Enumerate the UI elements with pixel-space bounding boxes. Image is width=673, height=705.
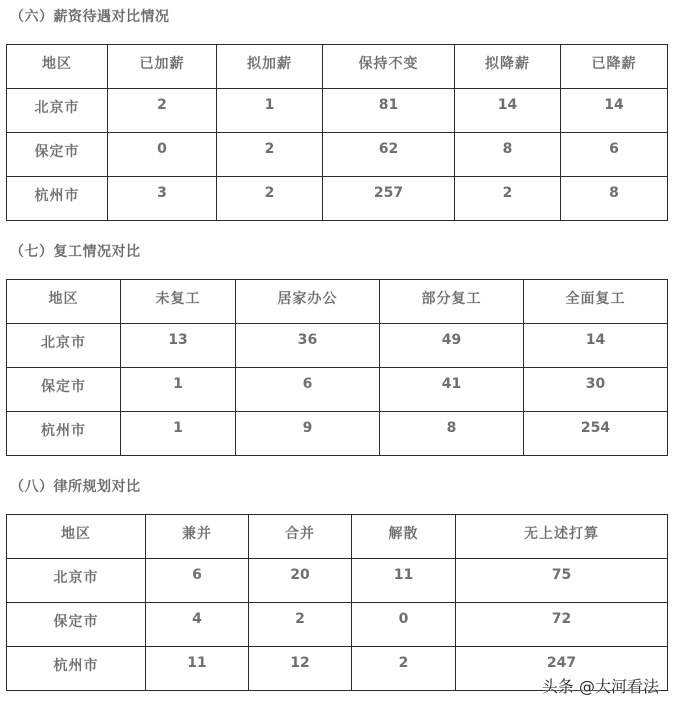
header-cell: 无上述打算 [456, 515, 668, 559]
value-cell: 2 [217, 133, 323, 177]
header-cell: 地区 [7, 280, 121, 324]
header-cell: 保持不变 [323, 45, 455, 89]
value-cell: 2 [352, 647, 456, 691]
value-cell: 0 [352, 603, 456, 647]
value-cell: 0 [108, 133, 217, 177]
value-cell: 254 [524, 412, 668, 456]
value-cell: 9 [236, 412, 380, 456]
value-cell: 14 [524, 324, 668, 368]
salary-comparison-table [6, 44, 668, 221]
header-cell: 部分复工 [380, 280, 524, 324]
value-cell: 2 [217, 177, 323, 221]
region-cell: 保定市 [7, 133, 108, 177]
value-cell: 20 [249, 559, 352, 603]
value-cell: 72 [456, 603, 668, 647]
table-row [7, 89, 668, 133]
header-cell: 拟加薪 [217, 45, 323, 89]
region-cell: 北京市 [7, 324, 121, 368]
header-cell: 已加薪 [108, 45, 217, 89]
value-cell: 36 [236, 324, 380, 368]
value-cell: 30 [524, 368, 668, 412]
table-row [7, 412, 668, 456]
value-cell: 1 [121, 368, 236, 412]
region-cell: 保定市 [7, 368, 121, 412]
value-cell: 62 [323, 133, 455, 177]
value-cell: 257 [323, 177, 455, 221]
value-cell: 2 [108, 89, 217, 133]
value-cell: 81 [323, 89, 455, 133]
region-cell: 北京市 [7, 559, 146, 603]
value-cell: 2 [249, 603, 352, 647]
header-cell: 全面复工 [524, 280, 668, 324]
section-7-heading: （七）复工情况对比 [10, 244, 141, 260]
value-cell: 14 [561, 89, 668, 133]
value-cell: 75 [456, 559, 668, 603]
header-cell: 合并 [249, 515, 352, 559]
table-header-row [7, 280, 668, 324]
value-cell: 6 [146, 559, 249, 603]
value-cell: 1 [121, 412, 236, 456]
table-row [7, 133, 668, 177]
value-cell: 4 [146, 603, 249, 647]
value-cell: 49 [380, 324, 524, 368]
watermark: 头条 @大河看法 [541, 677, 659, 696]
header-cell: 拟降薪 [455, 45, 561, 89]
table-row [7, 177, 668, 221]
value-cell: 13 [121, 324, 236, 368]
value-cell: 2 [455, 177, 561, 221]
firm-plans-comparison-table [6, 514, 668, 691]
value-cell: 247 [456, 647, 668, 691]
value-cell: 41 [380, 368, 524, 412]
region-cell: 北京市 [7, 89, 108, 133]
header-cell: 未复工 [121, 280, 236, 324]
region-cell: 杭州市 [7, 412, 121, 456]
value-cell: 8 [561, 177, 668, 221]
value-cell: 1 [217, 89, 323, 133]
header-cell: 地区 [7, 45, 108, 89]
header-cell: 居家办公 [236, 280, 380, 324]
value-cell: 8 [455, 133, 561, 177]
section-8-heading: （八）律所规划对比 [10, 479, 141, 495]
value-cell: 3 [108, 177, 217, 221]
header-cell: 兼并 [146, 515, 249, 559]
resumption-comparison-table [6, 279, 668, 456]
value-cell: 8 [380, 412, 524, 456]
value-cell: 6 [236, 368, 380, 412]
header-cell: 地区 [7, 515, 146, 559]
table-header-row [7, 45, 668, 89]
header-cell: 已降薪 [561, 45, 668, 89]
table-header-row [7, 515, 668, 559]
table-row [7, 324, 668, 368]
value-cell: 11 [146, 647, 249, 691]
value-cell: 14 [455, 89, 561, 133]
region-cell: 杭州市 [7, 647, 146, 691]
value-cell: 11 [352, 559, 456, 603]
table-row [7, 603, 668, 647]
table-row [7, 559, 668, 603]
header-cell: 解散 [352, 515, 456, 559]
region-cell: 保定市 [7, 603, 146, 647]
section-6-heading: （六）薪资待遇对比情况 [10, 9, 170, 25]
table-row [7, 368, 668, 412]
value-cell: 6 [561, 133, 668, 177]
region-cell: 杭州市 [7, 177, 108, 221]
value-cell: 12 [249, 647, 352, 691]
